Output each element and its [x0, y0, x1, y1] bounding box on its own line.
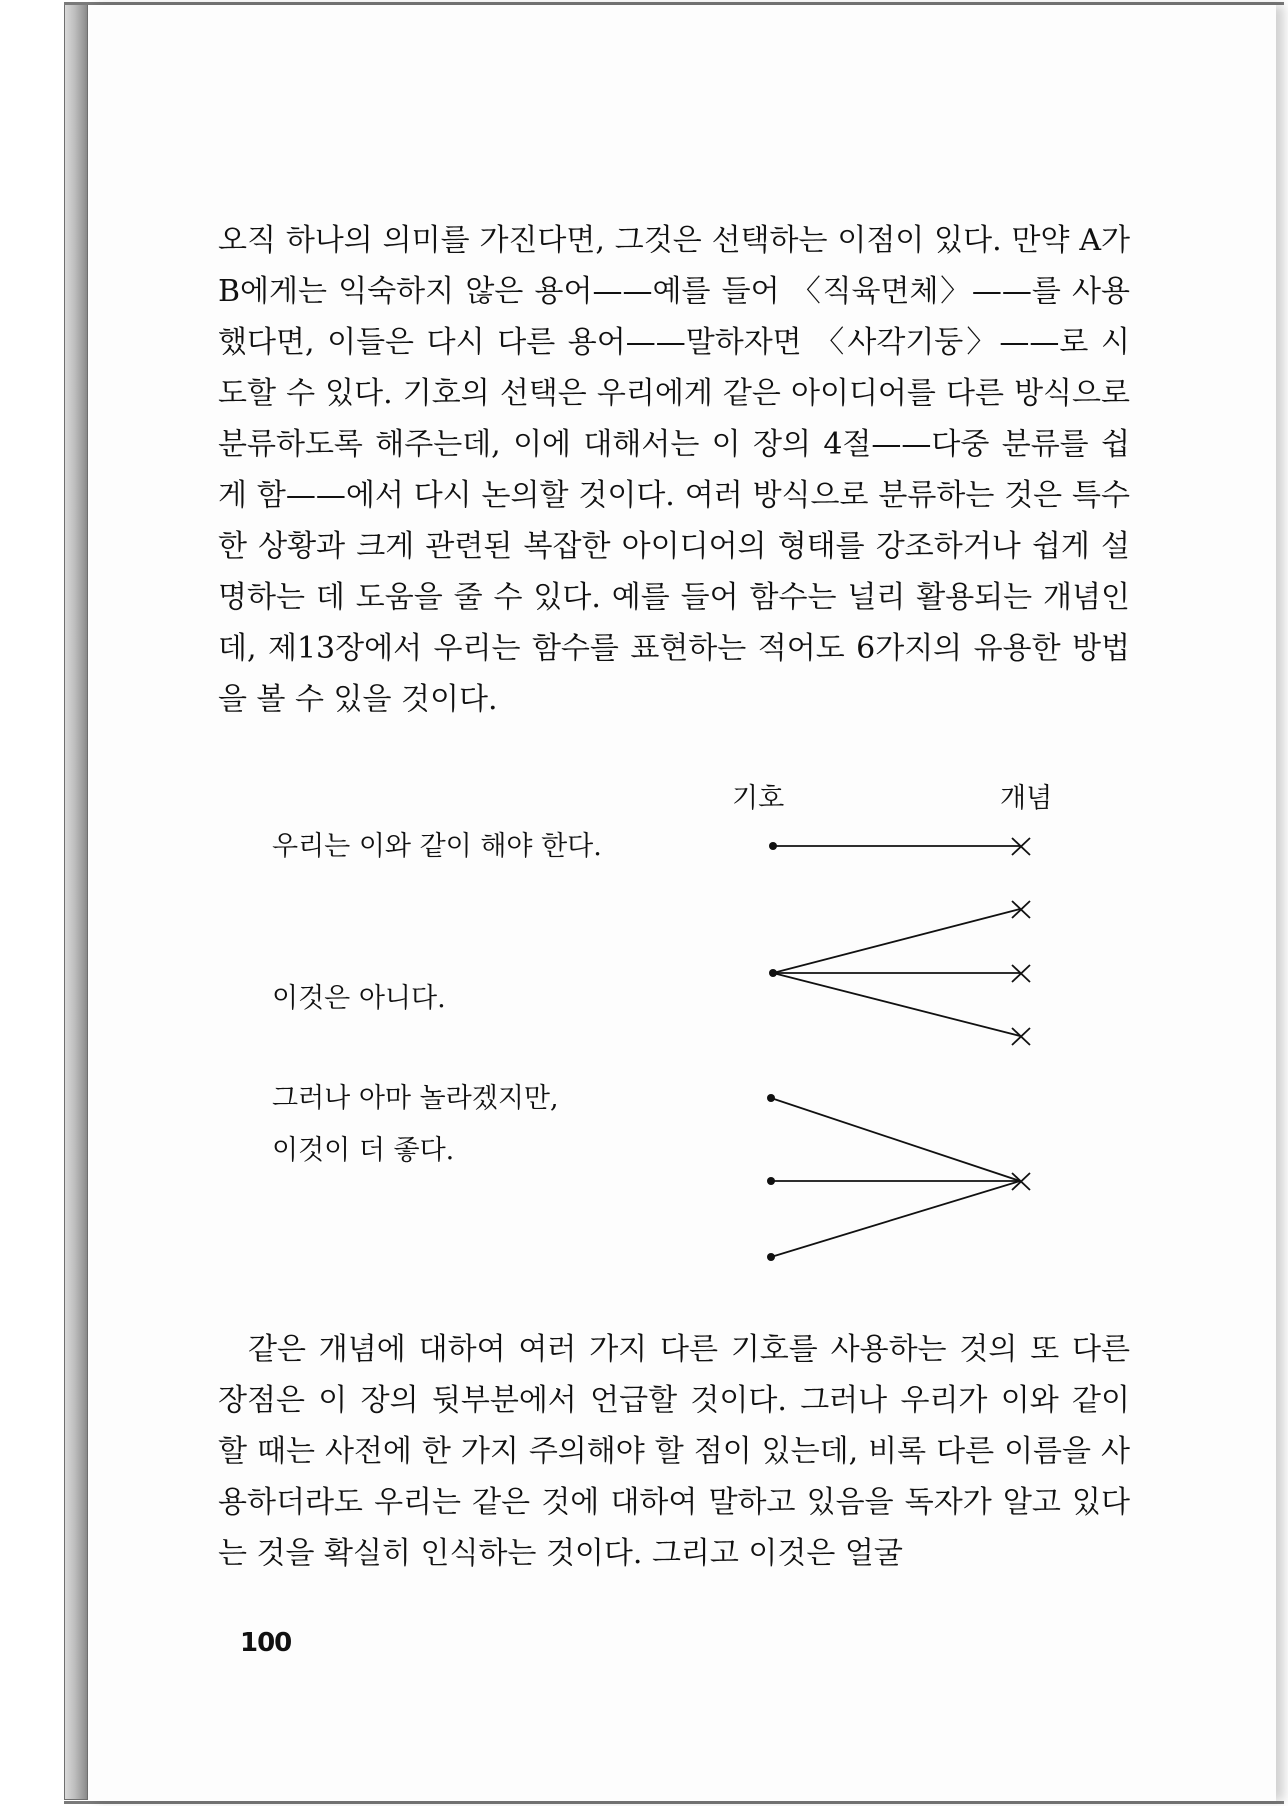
diagram-row-2-text: 이것은 아니다. — [272, 983, 446, 1014]
book-edge-bottom — [64, 1801, 1284, 1804]
diagram-row-3-text-line-1: 그러나 아마 놀라겠지만, — [272, 1083, 559, 1114]
diagram-row-1-text: 우리는 이와 같이 해야 한다. — [272, 831, 602, 862]
paragraph-2: 같은 개념에 대하여 여러 가지 다른 기호를 사용하는 것의 또 다른 장점은 이 장의 뒷부분에서 언급할 것이다. 그러나 우리가 이와 같이 할 때는 사전에 한 가지 주의해야 할 점이 있는데, 비록 다른 이름을 사용하더라도 우리는 같은 것에 대하여 말하고 있음을 독자가 알고 있다는 것을 확실히 인식하는 것이다. 그리고 이것은 얼굴 — [218, 1332, 1130, 1571]
book-edge — [64, 4, 88, 1800]
page-number: 100 — [240, 1628, 292, 1658]
diagram-header-symbol: 기호 — [732, 783, 785, 814]
paragraph-1: 오직 하나의 의미를 가진다면, 그것은 선택하는 이점이 있다. 만약 A가 B에게는 익숙하지 않은 용어——예를 들어 〈직육면체〉——를 사용했다면, 이들은 다시 다른 용어——말하자면 〈사각기둥〉——로 시도할 수 있다. 기호의 선택은 우리에게 같은 아이디어를 다른 방식으로 분류하도록 해주는데, 이에 대해서는 이 장의 4절——다중 분류를 쉽게 함——에서 다시 논의할 것이다. 여러 방식으로 분류하는 것은 특수한 상황과 크게 관련된 복잡한 아이디어의 형태를 강조하거나 쉽게 설명하는 데 도움을 줄 수 있다. 예를 들어 함수는 널리 활용되는 개념인데, 제13장에서 우리는 함수를 표현하는 적어도 6가지의 유용한 방법을 볼 수 있을 것이다. — [218, 223, 1130, 717]
diagram-row-3-text-line-2: 이것이 더 좋다. — [272, 1135, 455, 1166]
diagram-header-concept: 개념 — [1000, 783, 1053, 814]
